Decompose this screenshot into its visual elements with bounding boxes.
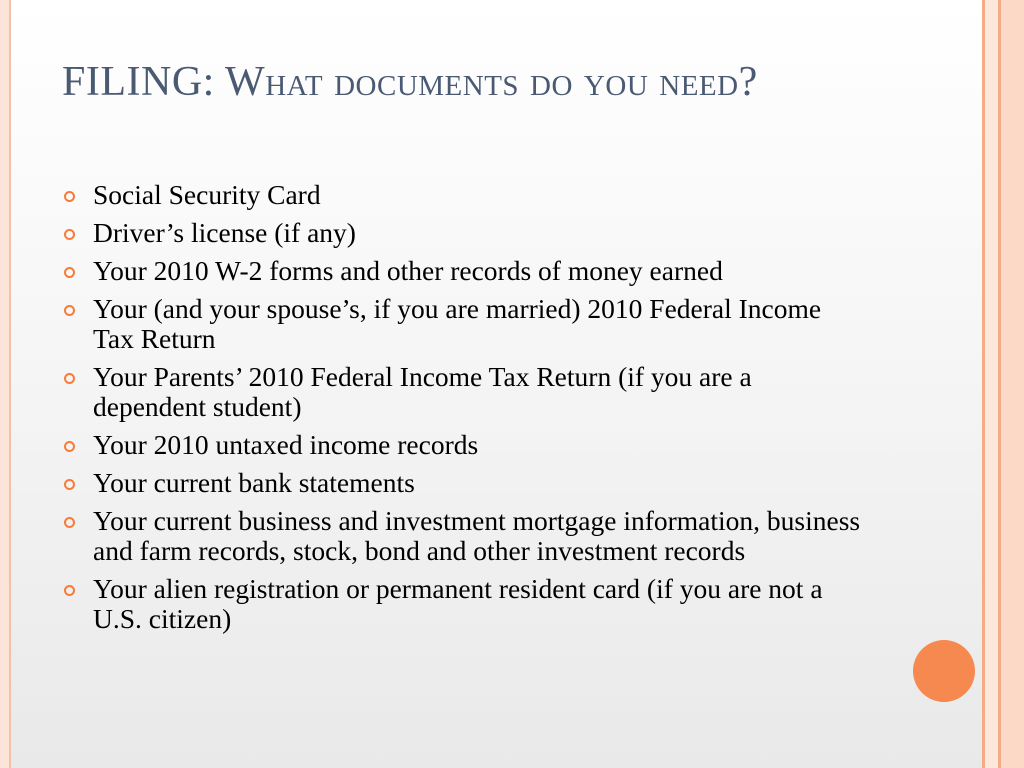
bullet-ring-icon <box>64 517 75 528</box>
list-item <box>62 294 862 354</box>
list-item <box>62 362 862 422</box>
bullet-ring-icon <box>64 585 75 596</box>
stripe <box>985 0 998 768</box>
list-item-text: Social Security Card <box>93 179 321 210</box>
accent-circle <box>913 640 975 702</box>
stripe <box>1001 0 1024 768</box>
bullet-ring-icon <box>64 373 75 384</box>
bullet-list <box>62 180 862 642</box>
list-item-text: Driver’s license (if any) <box>93 217 356 248</box>
bullet-ring-icon <box>64 267 75 278</box>
right-decorative-stripes <box>982 0 1024 768</box>
list-item-text: Your 2010 untaxed income records <box>93 429 479 460</box>
bullet-ring-icon <box>64 305 75 316</box>
list-item <box>62 180 862 210</box>
list-item-text: Your (and your spouse’s, if you are married) 2010 Federal Income Tax Return <box>93 293 822 354</box>
left-edge-stripe <box>0 0 11 768</box>
list-item <box>62 468 862 498</box>
list-item <box>62 256 862 286</box>
list-item <box>62 218 862 248</box>
list-item <box>62 574 862 634</box>
list-item-text: Your current business and investment mortgage information, business and farm records, stock, bond and other investment records <box>93 505 861 566</box>
bullet-ring-icon <box>64 441 75 452</box>
bullet-ring-icon <box>64 229 75 240</box>
bullet-ring-icon <box>64 479 75 490</box>
slide-title: FILING: What documents do you need? <box>62 59 758 105</box>
list-item <box>62 430 862 460</box>
list-item-text: Your current bank statements <box>93 467 415 498</box>
bullet-ring-icon <box>64 191 75 202</box>
list-item-text: Your Parents’ 2010 Federal Income Tax Return (if you are a dependent student) <box>93 361 752 422</box>
list-item <box>62 506 862 566</box>
list-item-text: Your 2010 W-2 forms and other records of money earned <box>93 255 723 286</box>
list-item-text: Your alien registration or permanent resident card (if you are not a U.S. citizen) <box>93 573 823 634</box>
